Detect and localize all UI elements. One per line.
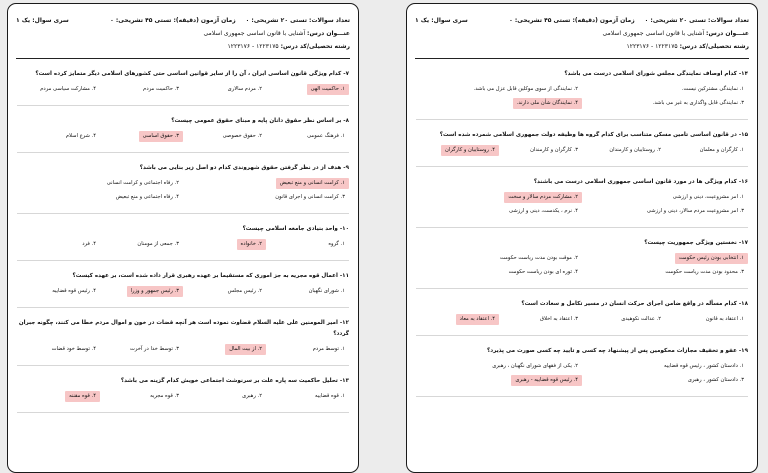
course-title-row	[415, 29, 749, 38]
answer-option-highlighted[interactable]: ۲. خانواده	[237, 239, 266, 250]
question-text: ۷- کدام ویژگی قانون اساسی ایران ، آن را از سایر قوانین اساسی حتی کشورهای اسلامی دیگر متمایز کرده است؟	[35, 71, 349, 77]
question-text: ۹- هدف از در نظر گرفتن حقوق شهروندی کدام دو اصل زیر بنایی می باشد؟	[139, 165, 349, 171]
options-row	[416, 145, 748, 156]
question-divider	[17, 260, 349, 261]
answer-option-highlighted[interactable]: ۱. حاکمیت الهی	[307, 84, 349, 95]
answer-option[interactable]: ۲. عدالت نکوهیدی	[621, 316, 661, 322]
options-row	[17, 344, 349, 355]
exam-header	[407, 4, 757, 59]
course-title-label: عنـــوان درس:	[307, 30, 350, 37]
answer-option[interactable]: ۴. رفاه اجتماعی و منع تبعیض	[115, 194, 179, 200]
answer-option-highlighted[interactable]: ۴. اعتقاد به معاد	[456, 314, 499, 325]
answer-option[interactable]: ۱. نمایندگی مشترکین نیست.	[681, 86, 744, 92]
field-code: ۱۲۲۳۱۷۵ - ۱۲۲۳۱۷۶	[626, 43, 678, 50]
answer-option[interactable]: ۲. رهبری	[242, 393, 262, 399]
answer-option[interactable]: ۱. فرهنگ عمومی	[307, 133, 345, 139]
options-row	[17, 239, 349, 250]
field-code-row	[415, 42, 749, 51]
options-row	[17, 84, 349, 95]
question-text: ۱۲- امیر المومنین علی علیه السلام قضاوت نموده است هر آنچه قضات در خون و اموال مردم خطا می کنند، چگونه جبران گردد؟	[18, 320, 349, 337]
answer-option[interactable]: ۲. روستاییان و کارمندان	[609, 147, 661, 153]
question-text: ۱۵- در قانون اساسی تامین مسکن متناسب برای کدام گروه ها وظیفه دولت جمهوری اسلامی شمرده شده است؟	[439, 132, 748, 138]
question-divider	[416, 288, 748, 289]
question-list	[8, 69, 358, 413]
answer-option-highlighted[interactable]: ۲. از بیت المال	[225, 344, 266, 355]
answer-option-highlighted[interactable]: ۳. رئیس جمهور و وزرا	[127, 286, 183, 297]
answer-option[interactable]: ۲. موقت بودن مدت ریاست حکومت	[500, 255, 578, 261]
question-text: ۱۴- کدام اوصاف نمایندگی مجلس شورای اسلامی درست می باشد؟	[564, 71, 748, 77]
exam-page-right	[406, 3, 758, 473]
answer-option[interactable]: ۳. توسط خدا در آخرت	[129, 346, 179, 352]
question-text: ۱۷- نخستین ویژگی جمهوریت چیست؟	[644, 240, 748, 246]
answer-option-highlighted[interactable]: ۴. قوه مقننه	[65, 391, 100, 402]
question-divider	[17, 365, 349, 366]
answer-option-highlighted[interactable]: ۴. رئیس قوه قضاییه - رهبری	[511, 375, 582, 386]
question-divider	[17, 412, 349, 413]
question-text: ۱۱- اعمال قوه مجریه به جز اموری که مستقیما بر عهده رهبری قرار داده شده است، بر عهده کیست؟	[72, 273, 349, 279]
options-row	[416, 84, 748, 109]
exam-time: زمان آزمون (دقیقه): تستی ۴۵ تشریحی: ۰	[509, 17, 635, 24]
answer-option[interactable]: ۴. توسط خود قضات	[51, 346, 96, 352]
question-list	[407, 69, 757, 397]
course-title-row	[16, 29, 350, 38]
question-block	[17, 318, 349, 366]
answer-option-highlighted[interactable]: ۴. نمایندگان شأن ملی دارند.	[513, 98, 582, 109]
question-block	[416, 177, 748, 228]
question-text: ۱۶- کدام ویژگی ها در مورد قانون اساسی جمهوری اسلامی درست می باشند؟	[533, 179, 748, 185]
answer-option[interactable]: ۳. امر مشروعیت مردم سالار، دینی و ارزشی	[646, 208, 744, 214]
answer-option[interactable]: ۲. نمایندگی از سوی موکلین قابل عزل می باشد.	[473, 86, 578, 92]
exam-time: زمان آزمون (دقیقه): تستی ۴۵ تشریحی: ۰	[110, 17, 236, 24]
answer-option[interactable]: ۲. رئیس مجلس	[227, 288, 262, 294]
answer-option[interactable]: ۳. کارگران و کارمندان	[530, 147, 578, 153]
question-block	[17, 116, 349, 153]
answer-option[interactable]: ۴. فرد	[82, 241, 96, 247]
answer-option-highlighted[interactable]: ۳. حقوق اساسی	[139, 131, 183, 142]
options-row	[416, 253, 748, 278]
answer-option[interactable]: ۱. اعتقاد به قانون	[705, 316, 744, 322]
options-row	[17, 286, 349, 297]
course-title-label: عنـــوان درس:	[706, 30, 749, 37]
answer-option[interactable]: ۱. دادستان کشور ، رئیس قوه قضاییه	[663, 363, 744, 369]
question-block	[416, 130, 748, 167]
question-block	[416, 69, 748, 120]
question-count: تعداد سوالات: تستی ۲۰ تشریحی: ۰	[245, 17, 350, 24]
header-divider	[16, 58, 350, 59]
question-text: ۱۰- واحد بنیادی جامعه اسلامی چیست؟	[242, 226, 349, 232]
question-block	[17, 271, 349, 308]
answer-option[interactable]: ۲. حقوق خصوصی	[222, 133, 262, 139]
question-block	[17, 163, 349, 214]
answer-option[interactable]: ۱. امر مشروعیت، دینی و ارزشی	[672, 194, 744, 200]
options-row	[416, 192, 748, 217]
answer-option[interactable]: ۱. قوه قضاییه	[315, 393, 345, 399]
question-divider	[416, 227, 748, 228]
options-row	[416, 361, 748, 386]
question-block	[416, 238, 748, 289]
exam-header	[8, 4, 358, 59]
answer-option[interactable]: ۱. گروه	[328, 241, 345, 247]
answer-option[interactable]: ۱. کارگران و معلمان	[699, 147, 744, 153]
answer-option[interactable]: ۱. توسط مردم	[312, 346, 345, 352]
answer-option[interactable]: ۴. مشارکت سیاسی مردم	[40, 86, 96, 92]
course-title: آشنایی با قانون اساسی جمهوری اسلامی	[203, 30, 306, 37]
question-divider	[17, 307, 349, 308]
question-divider	[416, 396, 748, 397]
question-block	[17, 69, 349, 106]
answer-option[interactable]: ۳. اعتقاد به اخلاق	[539, 316, 578, 322]
answer-option-highlighted[interactable]: ۴. روستاییان و کارگران	[441, 145, 499, 156]
answer-option-highlighted[interactable]: ۲. مشارکت مردم سالار و سخت	[504, 192, 582, 203]
question-text: ۸- بر اساس نظر حقوق دانان پایه و مبنای حقوق عمومی چیست؟	[171, 118, 349, 124]
answer-option-highlighted[interactable]: ۱. انتخابی بودن رئیس حکومت	[675, 253, 748, 264]
exam-page-left	[7, 3, 359, 473]
question-divider	[17, 105, 349, 106]
answer-option[interactable]: ۲. مردم سالاری	[227, 86, 262, 92]
question-block	[416, 299, 748, 336]
question-block	[416, 346, 748, 397]
question-divider	[416, 335, 748, 336]
options-row	[416, 314, 748, 325]
question-divider	[17, 213, 349, 214]
options-row	[17, 131, 349, 142]
answer-option-highlighted[interactable]: ۱. کرامت انسانی و منع تبعیض	[276, 178, 349, 189]
answer-option[interactable]: ۲. رفاه اجتماعی و کرامت انسانی	[106, 180, 179, 186]
question-divider	[416, 166, 748, 167]
answer-option[interactable]: ۳. کرامت انسانی و اجرای قانون	[275, 194, 345, 200]
field-code-label: رشته تحصیلی/کد درس:	[679, 43, 749, 50]
field-code-row	[16, 42, 350, 51]
question-text: ۱۳- تحلیل حاکمیت سه پاره علت بر سرنوشت اجتماعی خویش کدام گزینه می باشد؟	[120, 378, 349, 384]
question-text: ۱۹- عفو و تخفیف مجازات محکومین پس از پیشنهاد چه کسی و تایید چه کسی صورت می پذیرد؟	[486, 348, 748, 354]
options-row	[17, 391, 349, 402]
options-row	[17, 178, 349, 203]
series-label: سری سوال: یک ۱	[415, 17, 468, 24]
answer-option[interactable]: ۳. حاکمیت مردم	[143, 86, 179, 92]
answer-option[interactable]: ۳. نمایندگی قابل واگذاری به غیر می باشد.	[652, 100, 744, 106]
answer-option[interactable]: ۳. محدود بودن مدت ریاست حکومت	[665, 269, 744, 275]
question-divider	[416, 119, 748, 120]
answer-option[interactable]: ۳. دادستان کشور ، رهبری	[687, 377, 744, 383]
answer-option[interactable]: ۴. شرع اسلام	[65, 133, 96, 139]
answer-option[interactable]: ۴. ثوره ای بودن ریاست حکومت	[508, 269, 578, 275]
answer-option[interactable]: ۴. رئیس قوه قضاییه	[52, 288, 96, 294]
question-block	[17, 376, 349, 413]
field-code: ۱۲۲۳۱۷۵ - ۱۲۲۳۱۷۶	[227, 43, 279, 50]
question-count: تعداد سوالات: تستی ۲۰ تشریحی: ۰	[644, 17, 749, 24]
answer-option[interactable]: ۴. نرم ، یکدست، دینی و ارزشی	[509, 208, 578, 214]
answer-option[interactable]: ۳. جمعی از مومنان	[137, 241, 179, 247]
course-title: آشنایی با قانون اساسی جمهوری اسلامی	[602, 30, 705, 37]
answer-option[interactable]: ۳. قوه مجریه	[150, 393, 179, 399]
field-code-label: رشته تحصیلی/کد درس:	[280, 43, 350, 50]
answer-option[interactable]: ۱. شورای نگهبان	[308, 288, 345, 294]
series-label: سری سوال: یک ۱	[16, 17, 69, 24]
header-divider	[415, 58, 749, 59]
question-block	[17, 224, 349, 261]
answer-option[interactable]: ۲. یکی از فقهای شورای نگهبان ، رهبری	[492, 363, 578, 369]
question-text: ۱۸- کدام مسأله در واقع ضامن اجرای حرکت انسان در مسیر تکامل و سعادت است؟	[521, 301, 748, 307]
question-divider	[17, 152, 349, 153]
